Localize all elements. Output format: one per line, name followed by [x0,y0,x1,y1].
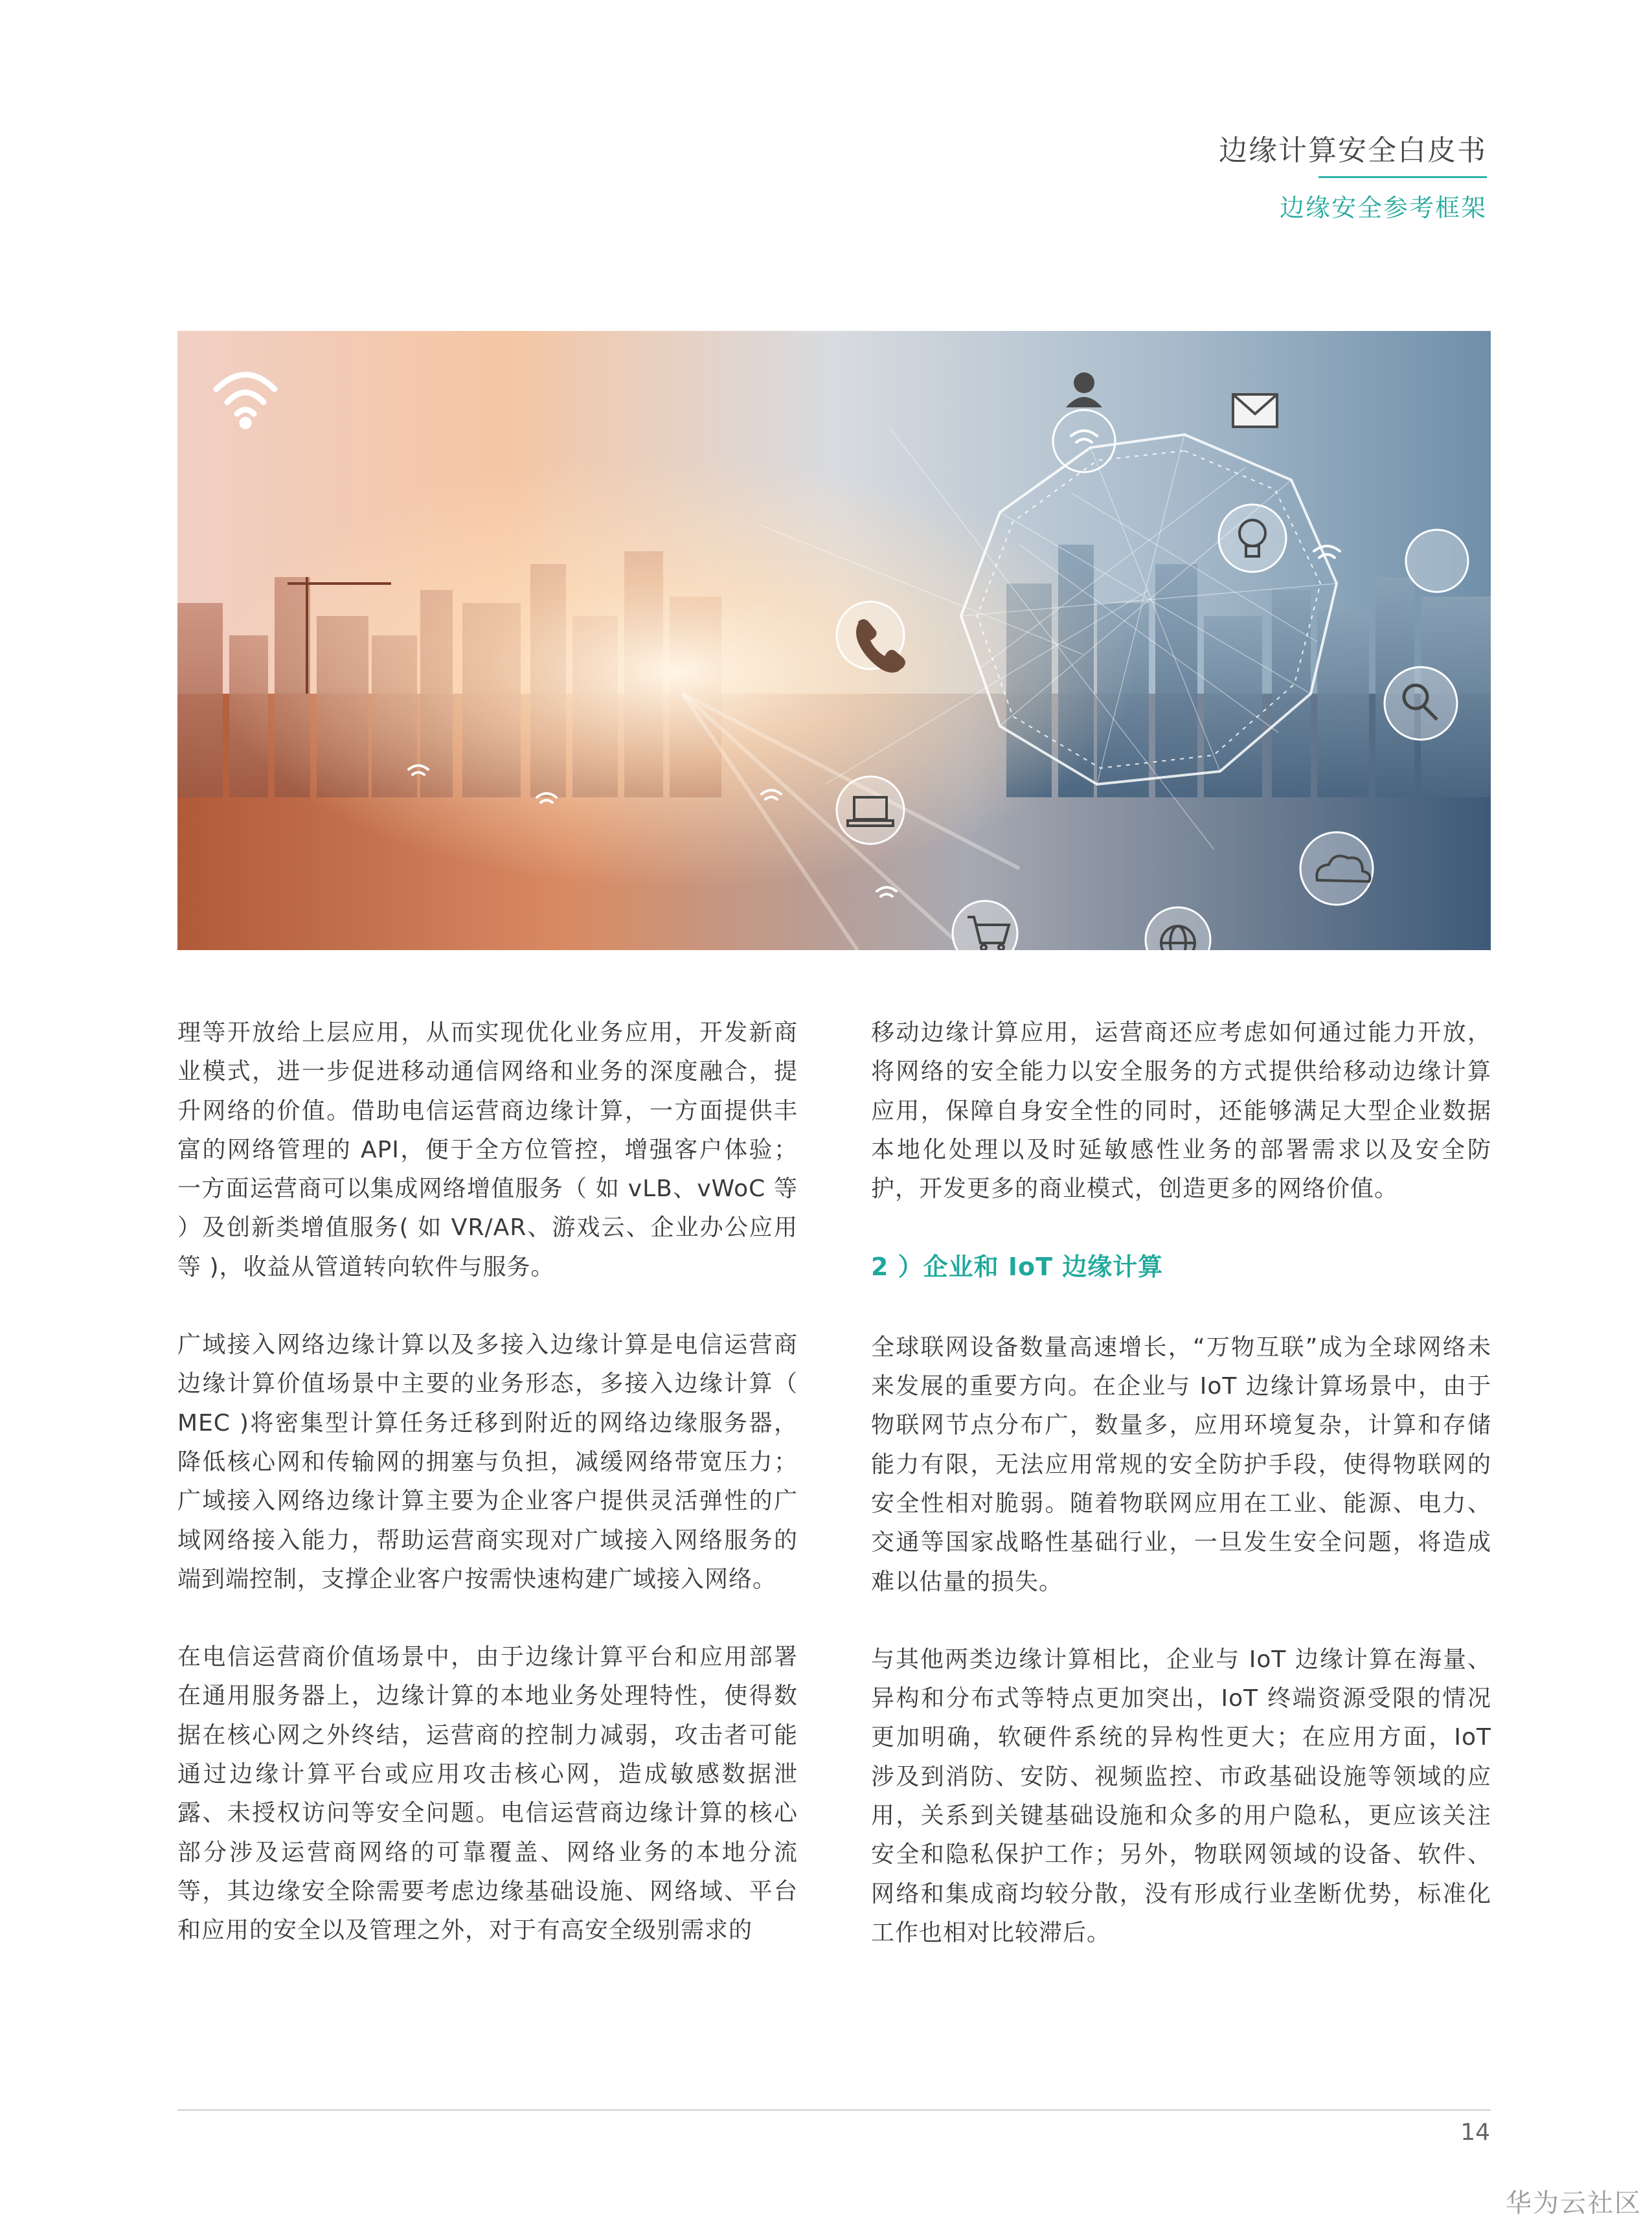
paragraph: 广域接入网络边缘计算以及多接入边缘计算是电信运营商边缘计算价值场景中主要的业务形态，多接入边缘计算（ MEC )将密集型计算任务迁移到附近的网络边缘服务器，降低核心网和传输网的拥塞与负担，减缓网络带宽压力；广域接入网络边缘计算主要为企业客户提供灵活弹性的广域网络接入能力，帮助运营商实现对广域接入网络服务的端到端控制，支撑企业客户按需快速构建广域接入网络。 [177,1332,798,1593]
paragraph: 与其他两类边缘计算相比，企业与 IoT 边缘计算在海量、异构和分布式等特点更加突出，IoT 终端资源受限的情况更加明确，软硬件系统的异构性更大；在应用方面，IoT 涉及到消防、安防、视频监控、市政基础设施等领域的应用，关系到关键基础设施和众多的用户隐私，更应该关注安全和隐私保护工作；另外，物联网领域的设备、软件、网络和集成商均较分散，没有形成行业垄断优势，标准化工作也相对比较滞后。 [871,1646,1491,1946]
hero-image [177,331,1491,950]
footer-divider [177,2109,1491,2111]
watermark: 华为云社区 [1506,2188,1642,2218]
right-column [871,1014,1491,1992]
header-title: 边缘计算安全白皮书 [1219,134,1487,167]
header-divider [1318,176,1487,178]
header-subtitle: 边缘安全参考框架 [1279,194,1487,222]
left-column [177,1014,798,1990]
paragraph: 理等开放给上层应用，从而实现优化业务应用，开发新商业模式，进一步促进移动通信网络和业务的深度融合，提升网络的价值。借助电信运营商边缘计算，一方面提供丰富的网络管理的 API，便于全方位管控，增强客户体验；一方面运营商可以集成网络增值服务（ 如 vLB、vWoC 等 ）及创新类增值服务( 如 VR/AR、游戏云、企业办公应用等 )，收益从管道转向软件与服务。 [177,1019,798,1280]
paragraph: 移动边缘计算应用，运营商还应考虑如何通过能力开放，将网络的安全能力以安全服务的方式提供给移动边缘计算应用，保障自身安全性的同时，还能够满足大型企业数据本地化处理以及时延敏感性业务的部署需求以及安全防护，开发更多的商业模式，创造更多的网络价值。 [871,1019,1491,1203]
paragraph: 全球联网设备数量高速增长，“万物互联”成为全球网络未来发展的重要方向。在企业与 IoT 边缘计算场景中，由于物联网节点分布广，数量多，应用环境复杂，计算和存储能力有限，无法应用常规的安全防护手段，使得物联网的安全性相对脆弱。随着物联网应用在工业、能源、电力、交通等国家战略性基础行业，一旦发生安全问题，将造成难以估量的损失。 [871,1334,1491,1595]
section-heading: 2 ）企业和 IoT 边缘计算 [871,1253,1164,1282]
paragraph: 在电信运营商价值场景中，由于边缘计算平台和应用部署在通用服务器上，边缘计算的本地业务处理特性，使得数据在核心网之外终结，运营商的控制力减弱，攻击者可能通过边缘计算平台或应用攻击核心网，造成敏感数据泄露、未授权访问等安全问题。电信运营商边缘计算的核心部分涉及运营商网络的可靠覆盖、网络业务的本地分流等，其边缘安全除需要考虑边缘基础设施、网络域、平台和应用的安全以及管理之外，对于有高安全级别需求的 [177,1644,798,1944]
page-number: 14 [1460,2119,1490,2146]
